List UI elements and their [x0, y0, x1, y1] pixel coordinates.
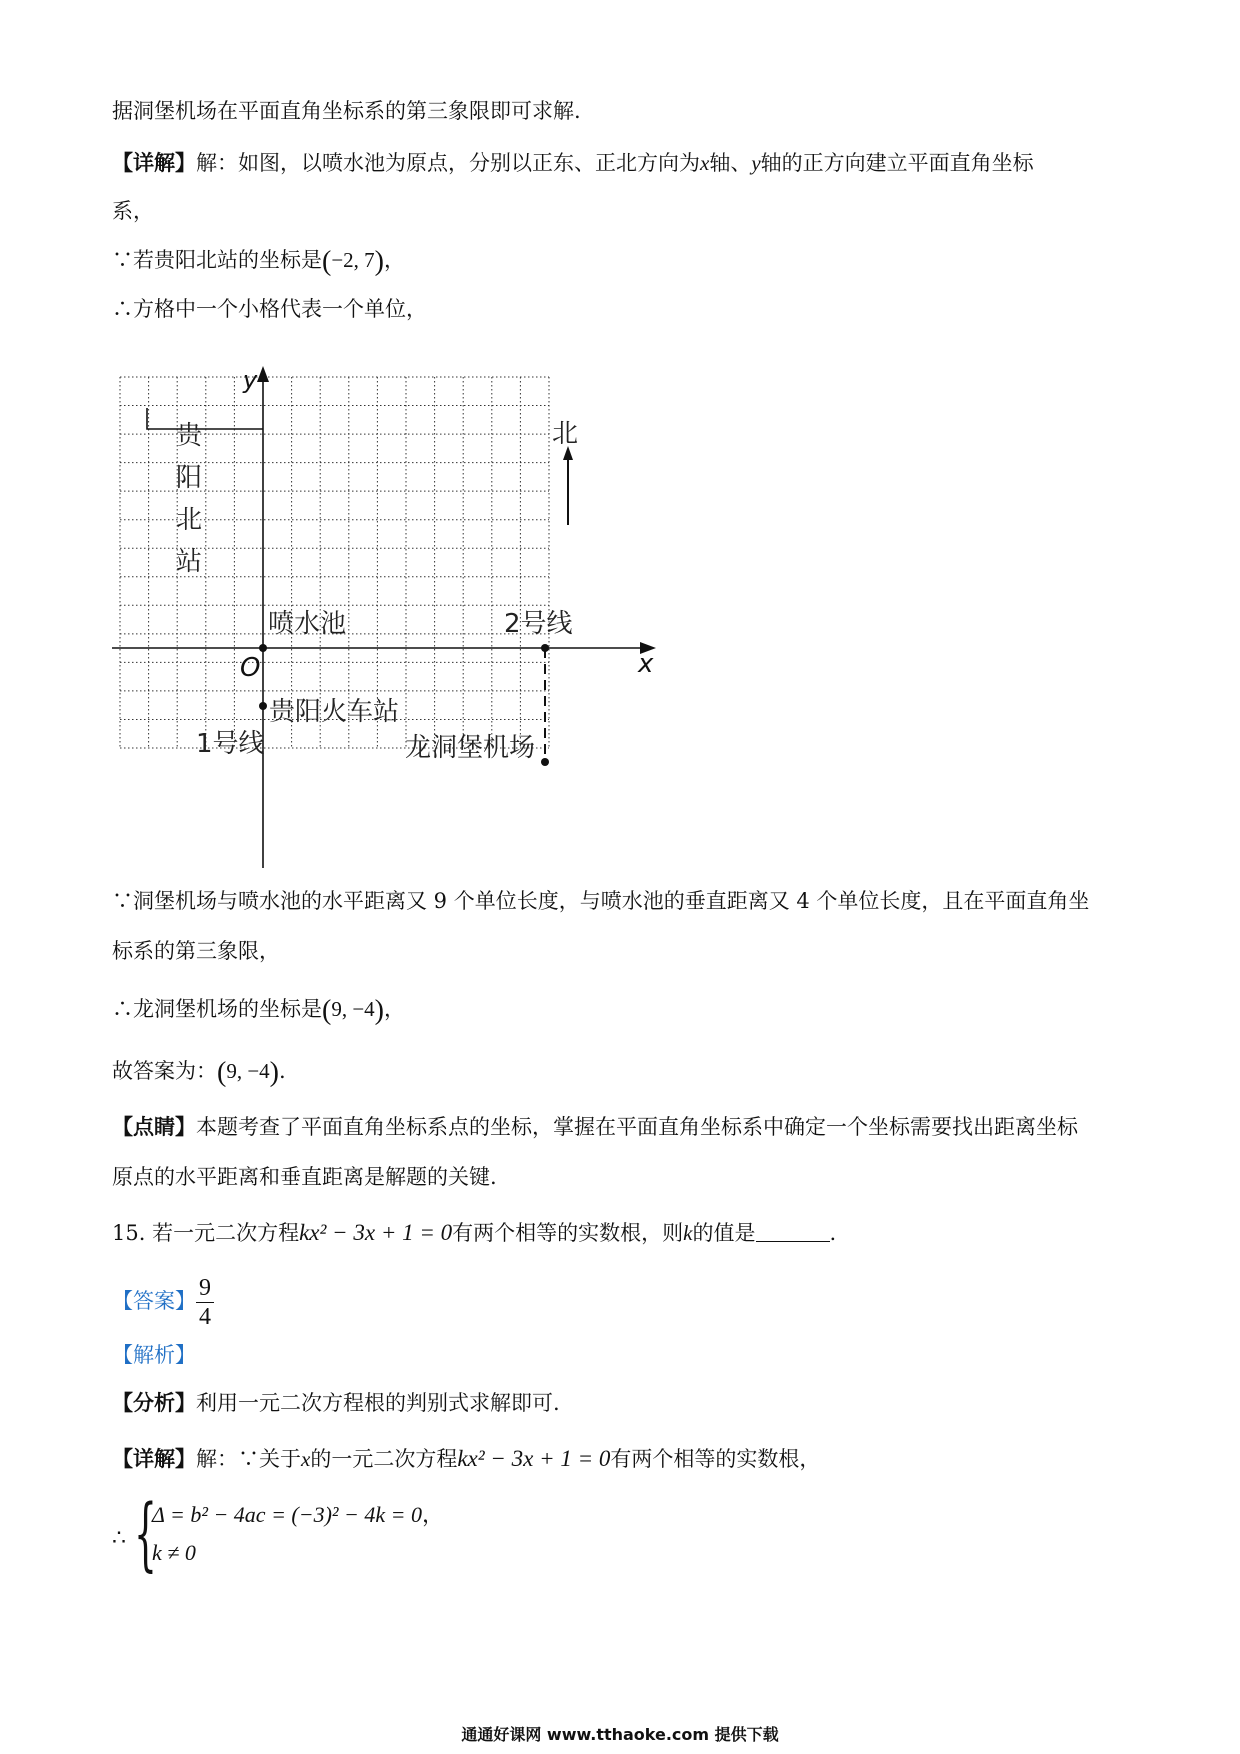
- system-equation-2: k ≠ 0: [152, 1540, 196, 1565]
- guiyang-north-char-4: 站: [176, 547, 203, 577]
- q15-equation: kx² − 3x + 1 = 0: [299, 1220, 453, 1245]
- coord-airport: 9, −4: [331, 997, 375, 1021]
- analysis-tag: 【解析】: [112, 1343, 196, 1367]
- text-line-4: ∵若贵阳北站的坐标是(−2, 7)，: [112, 246, 405, 277]
- guiyang-north-char-1: 贵: [176, 421, 203, 451]
- airport-point: [541, 758, 549, 766]
- text-line-10: [112, 1112, 1078, 1142]
- x-var: x: [700, 151, 710, 175]
- page-footer: 通通好课网 www.tthaoke.com 提供下载: [461, 1725, 779, 1744]
- detail-tag: 【详解】: [112, 150, 196, 175]
- text-line-2: [112, 148, 1034, 178]
- text-line-1: 据洞堡机场在平面直角坐标系的第三象限即可求解.: [112, 99, 581, 123]
- origin-point: [259, 644, 267, 652]
- eq1-comma: ，: [421, 1502, 444, 1527]
- answer-blank: [756, 1221, 830, 1242]
- guiyang-station-point: [259, 702, 267, 710]
- detail-mid: 轴、: [709, 151, 752, 175]
- xiangjie-tag: 【详解】: [112, 1446, 196, 1471]
- north-label: 北: [552, 419, 579, 449]
- airport-label: 龙洞堡机场: [405, 733, 536, 763]
- text-line-11: 原点的水平距离和垂直距离是解题的关键.: [112, 1165, 497, 1189]
- answer-fraction: [196, 1274, 214, 1331]
- text-line-9: 故答案为：(9, −4).: [112, 1057, 286, 1088]
- y-axis-arrow-icon: [257, 366, 269, 382]
- brace-icon: {: [134, 1487, 157, 1580]
- text-line-8: ∴龙洞堡机场的坐标是(9, −4)，: [112, 995, 405, 1026]
- y-axis-label: y: [243, 366, 258, 394]
- q15-end: .: [829, 1221, 837, 1245]
- q15-mid: 有两个相等的实数根，则: [452, 1221, 684, 1245]
- xiangjie-x: x: [301, 1447, 311, 1471]
- text-4-pre: ∵若贵阳北站的坐标是: [112, 248, 322, 272]
- y-var: y: [751, 151, 761, 175]
- guiyang-north-char-2: 阳: [176, 463, 203, 493]
- fountain-label: 喷水池: [268, 609, 347, 639]
- xiangjie-pre: 解：∵关于: [196, 1447, 301, 1471]
- coordinate-figure: [100, 360, 660, 870]
- eq1-text: Δ = b² − 4ac = (−3)² − 4k = 0: [152, 1502, 422, 1527]
- note-tag: 【点睛】: [112, 1114, 196, 1139]
- system-equation-1: [152, 1498, 444, 1529]
- coord-guiyang-north: −2, 7: [331, 248, 375, 272]
- therefore-symbol: ∴: [112, 1526, 126, 1551]
- answer-tag: 【答案】: [112, 1289, 196, 1313]
- line2-point: [541, 644, 549, 652]
- x-axis-label: x: [638, 649, 654, 679]
- answer-denominator: 4: [199, 1304, 211, 1330]
- text-8-post: ，: [384, 997, 405, 1021]
- coord-answer: 9, −4: [226, 1059, 270, 1083]
- guiyang-station-label: 贵阳火车站: [269, 697, 400, 727]
- text-4-post: ，: [384, 248, 405, 272]
- origin-label: O: [240, 653, 261, 683]
- q15-post: 的值是: [692, 1221, 756, 1245]
- text-line-6: ∵洞堡机场与喷水池的水平距离又 9 个单位长度，与喷水池的垂直距离又 4 个单位长度，且在平面直角坐: [112, 889, 1090, 913]
- text-line-5: ∴方格中一个小格代表一个单位，: [112, 297, 427, 321]
- xiangjie-line: [112, 1444, 820, 1474]
- xiangjie-mid: 的一元二次方程: [310, 1447, 458, 1471]
- line1-label: 1号线: [196, 729, 265, 759]
- q15-pre: 15. 若一元二次方程: [112, 1221, 300, 1245]
- answer-numerator: 9: [196, 1274, 214, 1303]
- answer-line: [112, 1270, 214, 1332]
- text-8-pre: ∴龙洞堡机场的坐标是: [112, 997, 322, 1021]
- note-text: 本题考查了平面直角坐标系点的坐标，掌握在平面直角坐标系中确定一个坐标需要找出距离坐标: [196, 1115, 1078, 1139]
- question-15: [112, 1218, 836, 1248]
- detail-text: 解：如图，以喷水池为原点，分别以正东、正北方向为: [196, 151, 700, 175]
- xiangjie-post: 有两个相等的实数根，: [610, 1447, 821, 1471]
- q15-k: k: [683, 1221, 693, 1245]
- line2-label: 2号线: [504, 609, 573, 639]
- text-line-3: 系，: [112, 199, 154, 223]
- fenxi-tag: 【分析】: [112, 1390, 196, 1415]
- guiyang-north-corner: [147, 408, 263, 429]
- guiyang-north-char-3: 北: [176, 505, 203, 535]
- xiangjie-equation: kx² − 3x + 1 = 0: [457, 1446, 611, 1471]
- fenxi-text: 利用一元二次方程根的判别式求解即可.: [196, 1391, 560, 1415]
- fenxi-line: [112, 1388, 560, 1418]
- text-9-post: .: [279, 1059, 286, 1083]
- detail-end: 轴的正方向建立平面直角坐标: [760, 151, 1034, 175]
- text-9-pre: 故答案为：: [112, 1059, 217, 1083]
- text-line-7: 标系的第三象限，: [112, 939, 280, 963]
